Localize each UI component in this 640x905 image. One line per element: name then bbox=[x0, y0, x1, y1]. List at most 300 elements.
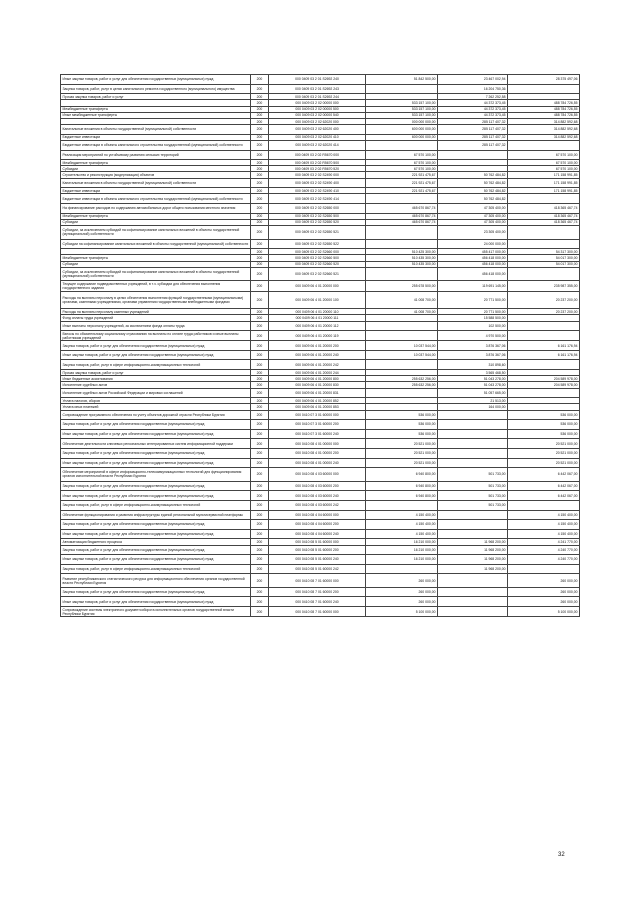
row-name-cell: Капитальные вложения в объекты государственной (муниципальной) собственности bbox=[61, 125, 251, 135]
row-budget-code-cell: 000 0409 06 4 01 20000 831 bbox=[269, 388, 366, 398]
row-executed-cell: 21 513,00 bbox=[438, 398, 508, 404]
row-budget-code-cell: 000 0409 03 2 02 S2660 521 bbox=[269, 267, 366, 281]
table-row bbox=[61, 291, 580, 309]
row-approved-cell: 221 921 475,67 bbox=[366, 178, 438, 188]
row-approved-cell: 41 008 700,00 bbox=[366, 291, 438, 309]
row-line-code-cell: 200 bbox=[251, 404, 269, 410]
table-row bbox=[61, 468, 580, 482]
row-line-code-cell: 200 bbox=[251, 261, 269, 267]
row-approved-cell: 6 940 800,00 bbox=[366, 491, 438, 501]
row-budget-code-cell: 000 0409 06 4 01 20000 242 bbox=[269, 360, 366, 370]
row-line-code-cell: 200 bbox=[251, 388, 269, 398]
row-unexecuted-cell: 54 017 300,00 bbox=[508, 255, 580, 261]
row-executed-cell: 501 733,00 bbox=[438, 481, 508, 491]
row-name-cell: Бюджетные инвестиции в объекты капитального строительства государственной (муниципальной) собственности bbox=[61, 194, 251, 204]
row-unexecuted-cell: 536 000,00 bbox=[508, 429, 580, 439]
row-unexecuted-cell: 314 882 592,68 bbox=[508, 134, 580, 140]
row-executed-cell bbox=[438, 607, 508, 617]
row-budget-code-cell: 000 0409 03 2 02 00000 500 bbox=[269, 106, 366, 112]
row-executed-cell bbox=[438, 429, 508, 439]
row-unexecuted-cell bbox=[508, 360, 580, 370]
row-approved-cell: 533 157 100,00 bbox=[366, 100, 438, 106]
row-name-cell: Закупка товаров, работ и услуг для обеспечения государственных (муниципальных) нужд bbox=[61, 420, 251, 430]
row-budget-code-cell: 000 0409 03 2 02 R5670 500 bbox=[269, 160, 366, 166]
row-name-cell: Закупка товаров, работ и услуг для обеспечения государственных (муниципальных) нужд bbox=[61, 448, 251, 458]
row-unexecuted-cell: 20 237 200,00 bbox=[508, 291, 580, 309]
row-line-code-cell: 200 bbox=[251, 321, 269, 331]
row-unexecuted-cell bbox=[508, 321, 580, 331]
row-budget-code-cell: 000 0409 03 2 02 S2490 000 bbox=[269, 172, 366, 178]
row-line-code-cell: 200 bbox=[251, 448, 269, 458]
row-unexecuted-cell: 171 158 991,85 bbox=[508, 188, 580, 194]
budget-execution-table bbox=[60, 74, 580, 617]
table-row bbox=[61, 520, 580, 530]
row-budget-code-cell: 000 0409 03 2 02 62020 400 bbox=[269, 125, 366, 135]
row-approved-cell: 255 632 256,00 bbox=[366, 382, 438, 388]
row-approved-cell: 510 425 300,00 bbox=[366, 249, 438, 255]
row-approved-cell bbox=[366, 360, 438, 370]
row-unexecuted-cell: 260 000,00 bbox=[508, 587, 580, 597]
row-approved-cell: 10 037 544,00 bbox=[366, 350, 438, 360]
table-row bbox=[61, 341, 580, 351]
row-approved-cell bbox=[366, 226, 438, 240]
row-name-cell: Исполнение судебных актов bbox=[61, 382, 251, 388]
row-name-cell: Обеспечение деятельности ключевых региональных интегрированных систем информационной поддержки bbox=[61, 439, 251, 449]
row-unexecuted-cell: 6 161 176,94 bbox=[508, 341, 580, 351]
row-unexecuted-cell: 4 240 770,00 bbox=[508, 555, 580, 565]
row-budget-code-cell: 000 0409 06 4 01 20000 830 bbox=[269, 382, 366, 388]
row-executed-cell: 24 000 000,00 bbox=[438, 239, 508, 249]
row-approved-cell: 536 000,00 bbox=[366, 410, 438, 420]
row-budget-code-cell: 000 0409 03 2 02 S2660 520 bbox=[269, 261, 366, 267]
row-approved-cell bbox=[366, 321, 438, 331]
row-unexecuted-cell: 171 158 991,85 bbox=[508, 178, 580, 188]
row-name-cell: Развитие республиканского статистического ресурса для информационного обеспечения органов государственной власти Республики Бурятия bbox=[61, 574, 251, 588]
table-row bbox=[61, 597, 580, 607]
row-name-cell: Фонд оплаты труда учреждений bbox=[61, 315, 251, 321]
row-budget-code-cell: 000 0409 06 4 01 20000 200 bbox=[269, 341, 366, 351]
row-name-cell: Субсидии bbox=[61, 219, 251, 225]
row-name-cell: Иные бюджетные ассигнования bbox=[61, 376, 251, 382]
row-budget-code-cell: 000 0410 08 7 01 60000 240 bbox=[269, 597, 366, 607]
row-executed-cell: 23 467 002,94 bbox=[438, 75, 508, 85]
row-name-cell: Межбюджетные трансферты bbox=[61, 106, 251, 112]
row-executed-cell: 23 305 400,00 bbox=[438, 226, 508, 240]
row-budget-code-cell: 000 0409 03 2 02 S2650 522 bbox=[269, 239, 366, 249]
row-approved-cell: 536 000,00 bbox=[366, 429, 438, 439]
row-unexecuted-cell: 6 442 067,00 bbox=[508, 481, 580, 491]
row-budget-code-cell: 000 0410 08 4 03 60000 000 bbox=[269, 468, 366, 482]
row-approved-cell: 67 570 100,00 bbox=[366, 150, 438, 160]
row-line-code-cell: 200 bbox=[251, 607, 269, 617]
row-line-code-cell: 200 bbox=[251, 188, 269, 194]
row-name-cell: Реализация мероприятий по устойчивому развитию сельских территорий bbox=[61, 150, 251, 160]
row-name-cell: Закупка товаров, работ, услуг в сфере информационно-коммуникационных технологий bbox=[61, 360, 251, 370]
row-name-cell: Межбюджетные трансферты bbox=[61, 255, 251, 261]
row-budget-code-cell: 000 0409 06 4 01 20000 119 bbox=[269, 331, 366, 341]
table-row bbox=[61, 194, 580, 204]
row-unexecuted-cell bbox=[508, 140, 580, 150]
row-line-code-cell: 200 bbox=[251, 555, 269, 565]
row-unexecuted-cell bbox=[508, 388, 580, 398]
row-budget-code-cell: 000 0409 03 2 02 S2660 000 bbox=[269, 249, 366, 255]
row-name-cell: Иные закупки товаров, работ и услуг для обеспечения государственных (муниципальных) нужд bbox=[61, 529, 251, 539]
row-executed-cell bbox=[438, 150, 508, 160]
row-budget-code-cell: 000 0409 03 2 02 S2490 400 bbox=[269, 178, 366, 188]
row-executed-cell: 50 762 484,82 bbox=[438, 188, 508, 194]
row-name-cell: Субсидии bbox=[61, 166, 251, 172]
row-budget-code-cell: 000 0409 03 2 02 00000 540 bbox=[269, 112, 366, 118]
row-unexecuted-cell: 488 784 726,55 bbox=[508, 100, 580, 106]
row-line-code-cell: 200 bbox=[251, 574, 269, 588]
row-line-code-cell: 200 bbox=[251, 239, 269, 249]
row-unexecuted-cell: 418 365 467,74 bbox=[508, 204, 580, 214]
row-budget-code-cell: 000 0410 08 4 04 60000 240 bbox=[269, 529, 366, 539]
row-approved-cell bbox=[366, 140, 438, 150]
row-approved-cell: 465 670 867,74 bbox=[366, 204, 438, 214]
row-approved-cell: 255 678 500,00 bbox=[366, 281, 438, 291]
row-name-cell: Иные закупки товаров, работ и услуг для обеспечения государственных (муниципальных) нужд bbox=[61, 491, 251, 501]
row-executed-cell: 4 970 500,00 bbox=[438, 331, 508, 341]
row-approved-cell bbox=[366, 564, 438, 574]
row-line-code-cell: 200 bbox=[251, 545, 269, 555]
row-approved-cell: 465 670 867,74 bbox=[366, 219, 438, 225]
row-unexecuted-cell: 54 017 300,00 bbox=[508, 261, 580, 267]
table-row bbox=[61, 140, 580, 150]
row-unexecuted-cell: 171 158 991,85 bbox=[508, 172, 580, 178]
row-unexecuted-cell bbox=[508, 564, 580, 574]
row-line-code-cell: 200 bbox=[251, 118, 269, 124]
row-approved-cell: 4 150 400,00 bbox=[366, 510, 438, 520]
row-line-code-cell: 200 bbox=[251, 564, 269, 574]
row-budget-code-cell: 000 0410 08 5 01 60000 242 bbox=[269, 564, 366, 574]
row-executed-cell: 15 588 500,00 bbox=[438, 315, 508, 321]
row-unexecuted-cell bbox=[508, 267, 580, 281]
table-row bbox=[61, 429, 580, 439]
row-executed-cell: 501 733,00 bbox=[438, 500, 508, 510]
row-name-cell: Иные закупки товаров, работ и услуг для обеспечения государственных (муниципальных) нужд bbox=[61, 458, 251, 468]
row-approved-cell: 6 940 800,00 bbox=[366, 468, 438, 482]
row-name-cell: Закупка товаров, работ и услуг для обеспечения государственных (муниципальных) нужд bbox=[61, 520, 251, 530]
table-row bbox=[61, 420, 580, 430]
row-line-code-cell: 200 bbox=[251, 500, 269, 510]
row-name-cell: Бюджетные инвестиции в объекты капитального строительства государственной (муниципальной) собственности bbox=[61, 140, 251, 150]
row-name-cell: Закупка товаров, работ, услуг в сфере информационно-коммуникационных технологий bbox=[61, 500, 251, 510]
row-executed-cell: 119 691 145,00 bbox=[438, 281, 508, 291]
row-line-code-cell: 200 bbox=[251, 315, 269, 321]
row-name-cell: Субсидии bbox=[61, 261, 251, 267]
row-line-code-cell: 200 bbox=[251, 410, 269, 420]
row-name-cell: Строительство и реконструкция (модернизация) объектов bbox=[61, 172, 251, 178]
row-unexecuted-cell bbox=[508, 500, 580, 510]
row-budget-code-cell: 000 0409 03 2 02 S2650 521 bbox=[269, 226, 366, 240]
row-approved-cell bbox=[366, 239, 438, 249]
row-budget-code-cell: 000 0409 03 2 02 S2490 414 bbox=[269, 194, 366, 204]
row-name-cell: Текущее содержание подведомственных учреждений, в т.ч. субсидии для обеспечения выполнения государственного задания bbox=[61, 281, 251, 291]
row-budget-code-cell: 000 0409 03 2 01 S2692 244 bbox=[269, 94, 366, 100]
row-approved-cell: 000 000 000,00 bbox=[366, 118, 438, 124]
row-unexecuted-cell bbox=[508, 194, 580, 204]
row-budget-code-cell: 000 0409 06 4 01 20000 853 bbox=[269, 404, 366, 410]
row-line-code-cell: 200 bbox=[251, 398, 269, 404]
row-executed-cell bbox=[438, 597, 508, 607]
row-executed-cell: 50 762 484,82 bbox=[438, 194, 508, 204]
row-line-code-cell: 200 bbox=[251, 281, 269, 291]
row-unexecuted-cell: 5 100 000,00 bbox=[508, 607, 580, 617]
table-row bbox=[61, 150, 580, 160]
row-executed-cell: 3 876 367,06 bbox=[438, 350, 508, 360]
row-budget-code-cell: 000 0409 06 4 01 20000 240 bbox=[269, 350, 366, 360]
table-row bbox=[61, 529, 580, 539]
row-line-code-cell: 200 bbox=[251, 219, 269, 225]
row-budget-code-cell: 000 0410 08 5 01 60000 200 bbox=[269, 545, 366, 555]
row-budget-code-cell: 000 0410 08 4 04 60000 200 bbox=[269, 520, 366, 530]
row-approved-cell: 41 008 700,00 bbox=[366, 309, 438, 315]
row-unexecuted-cell: 314 882 592,68 bbox=[508, 118, 580, 124]
row-name-cell: Закупка товаров, работ и услуг для обеспечения государственных (муниципальных) нужд bbox=[61, 341, 251, 351]
row-executed-cell: 51 043 278,00 bbox=[438, 382, 508, 388]
row-budget-code-cell: 000 0409 06 4 01 20000 111 bbox=[269, 315, 366, 321]
row-line-code-cell: 200 bbox=[251, 213, 269, 219]
row-executed-cell: 50 762 484,82 bbox=[438, 178, 508, 188]
row-budget-code-cell: 000 0409 03 2 02 S2650 000 bbox=[269, 204, 366, 214]
row-approved-cell bbox=[366, 194, 438, 204]
row-name-cell: Расходы на выплаты персоналу в целях обеспечения выполнения функций государственными (муниципальными) органами, казенными учреждениями, органами управления государственными внебюджетными фондами bbox=[61, 291, 251, 309]
row-unexecuted-cell bbox=[508, 239, 580, 249]
table-row bbox=[61, 350, 580, 360]
table-row bbox=[61, 545, 580, 555]
row-unexecuted-cell: 54 317 300,00 bbox=[508, 249, 580, 255]
row-line-code-cell: 200 bbox=[251, 420, 269, 430]
row-budget-code-cell: 000 0409 06 4 01 20000 244 bbox=[269, 370, 366, 376]
row-unexecuted-cell: 6 161 176,94 bbox=[508, 350, 580, 360]
row-name-cell: Межбюджетные трансферты bbox=[61, 213, 251, 219]
row-line-code-cell: 200 bbox=[251, 112, 269, 118]
row-approved-cell bbox=[366, 267, 438, 281]
row-approved-cell: 20 521 000,00 bbox=[366, 458, 438, 468]
row-executed-cell bbox=[438, 574, 508, 588]
table-row bbox=[61, 75, 580, 85]
row-line-code-cell: 200 bbox=[251, 255, 269, 261]
row-budget-code-cell: 000 0409 03 2 02 62020 410 bbox=[269, 134, 366, 140]
row-approved-cell: 16 210 000,00 bbox=[366, 539, 438, 545]
row-line-code-cell: 200 bbox=[251, 587, 269, 597]
row-unexecuted-cell: 488 784 726,55 bbox=[508, 112, 580, 118]
row-approved-cell bbox=[366, 388, 438, 398]
row-name-cell: Субсидии, за исключением субсидий на софинансирование капитальных вложений в объекты государственной (муниципальной) собственности bbox=[61, 267, 251, 281]
row-executed-cell bbox=[438, 529, 508, 539]
row-budget-code-cell: 000 0410 08 7 01 60000 200 bbox=[269, 587, 366, 597]
row-budget-code-cell: 000 0409 03 2 02 R5670 520 bbox=[269, 166, 366, 172]
row-approved-cell: 260 000,00 bbox=[366, 597, 438, 607]
row-approved-cell: 4 150 400,00 bbox=[366, 520, 438, 530]
row-name-cell: Исполнение судебных актов Российской Федерации и мировых соглашений bbox=[61, 388, 251, 398]
row-unexecuted-cell bbox=[508, 331, 580, 341]
row-executed-cell bbox=[438, 458, 508, 468]
row-name-cell: Автоматизация бюджетного процесса bbox=[61, 539, 251, 545]
row-line-code-cell: 200 bbox=[251, 204, 269, 214]
table-row bbox=[61, 178, 580, 188]
row-line-code-cell: 200 bbox=[251, 341, 269, 351]
row-line-code-cell: 200 bbox=[251, 439, 269, 449]
row-line-code-cell: 200 bbox=[251, 376, 269, 382]
row-budget-code-cell: 000 0409 03 2 01 S2692 240 bbox=[269, 75, 366, 85]
row-executed-cell: 51 057 665,00 bbox=[438, 388, 508, 398]
row-approved-cell: 20 521 000,00 bbox=[366, 448, 438, 458]
row-unexecuted-cell: 536 000,00 bbox=[508, 410, 580, 420]
row-line-code-cell: 200 bbox=[251, 529, 269, 539]
row-budget-code-cell: 000 0409 03 2 02 S2490 410 bbox=[269, 188, 366, 194]
row-budget-code-cell: 000 0410 07 3 01 60000 240 bbox=[269, 429, 366, 439]
row-executed-cell: 51 043 278,00 bbox=[438, 376, 508, 382]
row-budget-code-cell: 000 0410 08 4 04 60000 000 bbox=[269, 510, 366, 520]
row-budget-code-cell: 000 0409 03 2 02 S2650 520 bbox=[269, 219, 366, 225]
row-name-cell: Бюджетные инвестиции bbox=[61, 134, 251, 140]
row-approved-cell: 67 570 100,00 bbox=[366, 166, 438, 172]
table-row bbox=[61, 481, 580, 491]
row-approved-cell: 20 521 000,00 bbox=[366, 439, 438, 449]
row-name-cell: Закупка товаров, работ, услуг в целях капитального ремонта государственного (муниципального) имущества bbox=[61, 84, 251, 94]
row-line-code-cell: 200 bbox=[251, 226, 269, 240]
table-row bbox=[61, 439, 580, 449]
row-executed-cell: 44 372 373,45 bbox=[438, 100, 508, 106]
row-executed-cell bbox=[438, 587, 508, 597]
row-executed-cell: 16 204 750,36 bbox=[438, 84, 508, 94]
row-name-cell: Бюджетные инвестиции bbox=[61, 188, 251, 194]
row-unexecuted-cell: 418 365 467,74 bbox=[508, 219, 580, 225]
row-name-cell: Капитальные вложения в объекты государственной (муниципальной) собственности bbox=[61, 178, 251, 188]
table-row bbox=[61, 510, 580, 520]
row-executed-cell: 20 771 500,00 bbox=[438, 309, 508, 315]
row-line-code-cell: 200 bbox=[251, 309, 269, 315]
row-unexecuted-cell: 4 150 400,00 bbox=[508, 529, 580, 539]
row-executed-cell: 44 372 373,45 bbox=[438, 106, 508, 112]
row-approved-cell: 4 150 400,00 bbox=[366, 529, 438, 539]
row-executed-cell: 47 305 400,00 bbox=[438, 219, 508, 225]
row-budget-code-cell: 000 0410 08 4 01 00000 200 bbox=[269, 448, 366, 458]
row-line-code-cell: 200 bbox=[251, 106, 269, 112]
row-executed-cell bbox=[438, 420, 508, 430]
row-unexecuted-cell: 20 237 200,00 bbox=[508, 309, 580, 315]
row-name-cell: На финансирование расходов по содержанию автомобильных дорог общего пользования местного значения bbox=[61, 204, 251, 214]
row-name-cell: Обеспечение функционирования и развития инфраструктуры единой региональной мультисервисной платформы bbox=[61, 510, 251, 520]
table-row bbox=[61, 448, 580, 458]
row-name-cell: Сопровождение системы электронного документооборота исполнительных органов государственной власти Республики Бурятия bbox=[61, 607, 251, 617]
row-executed-cell: 501 733,00 bbox=[438, 468, 508, 482]
row-unexecuted-cell: 67 570 100,00 bbox=[508, 166, 580, 172]
row-line-code-cell: 200 bbox=[251, 520, 269, 530]
row-line-code-cell: 200 bbox=[251, 150, 269, 160]
row-approved-cell: 16 210 000,00 bbox=[366, 545, 438, 555]
row-budget-code-cell: 000 0409 06 4 01 20000 100 bbox=[269, 291, 366, 309]
row-executed-cell: 455 417 000,00 bbox=[438, 249, 508, 255]
row-approved-cell: 536 000,00 bbox=[366, 420, 438, 430]
row-approved-cell: 5 100 000,00 bbox=[366, 607, 438, 617]
row-budget-code-cell: 000 0409 03 2 02 62020 000 bbox=[269, 118, 366, 124]
table-row bbox=[61, 607, 580, 617]
row-budget-code-cell: 000 0410 08 5 01 60000 240 bbox=[269, 555, 366, 565]
table-row bbox=[61, 555, 580, 565]
row-executed-cell: 164 000,00 bbox=[438, 404, 508, 410]
row-budget-code-cell: 000 0410 08 7 01 60000 000 bbox=[269, 574, 366, 588]
row-unexecuted-cell: 20 521 000,00 bbox=[508, 458, 580, 468]
row-line-code-cell: 200 bbox=[251, 166, 269, 172]
row-line-code-cell: 200 bbox=[251, 100, 269, 106]
row-executed-cell: 501 733,00 bbox=[438, 491, 508, 501]
table-row bbox=[61, 267, 580, 281]
row-executed-cell: 3 876 367,06 bbox=[438, 341, 508, 351]
row-approved-cell: 51 842 500,00 bbox=[366, 75, 438, 85]
row-line-code-cell: 200 bbox=[251, 267, 269, 281]
row-line-code-cell: 200 bbox=[251, 597, 269, 607]
row-unexecuted-cell: 20 521 000,00 bbox=[508, 439, 580, 449]
row-executed-cell bbox=[438, 520, 508, 530]
row-approved-cell: 221 921 475,67 bbox=[366, 172, 438, 178]
row-approved-cell bbox=[366, 84, 438, 94]
row-budget-code-cell: 000 0409 03 2 02 62020 414 bbox=[269, 140, 366, 150]
row-budget-code-cell: 000 0409 03 2 02 00000 000 bbox=[269, 100, 366, 106]
row-budget-code-cell: 000 0409 03 2 02 S2650 500 bbox=[269, 213, 366, 219]
table-row bbox=[61, 500, 580, 510]
row-line-code-cell: 200 bbox=[251, 468, 269, 482]
row-line-code-cell: 200 bbox=[251, 178, 269, 188]
row-approved-cell: 465 670 867,74 bbox=[366, 213, 438, 219]
row-executed-cell bbox=[438, 448, 508, 458]
row-line-code-cell: 200 bbox=[251, 539, 269, 545]
row-budget-code-cell: 000 0410 07 3 01 60000 000 bbox=[269, 410, 366, 420]
row-line-code-cell: 200 bbox=[251, 194, 269, 204]
row-unexecuted-cell: 4 241 770,00 bbox=[508, 539, 580, 545]
row-approved-cell: 600 000 000,00 bbox=[366, 134, 438, 140]
row-line-code-cell: 200 bbox=[251, 491, 269, 501]
row-executed-cell: 47 305 400,00 bbox=[438, 213, 508, 219]
row-budget-code-cell: 000 0409 06 4 01 20000 110 bbox=[269, 309, 366, 315]
row-name-cell: Субсидии, за исключением субсидий на софинансирование капитальных вложений в объекты государственной (муниципальной) собственности bbox=[61, 226, 251, 240]
row-budget-code-cell: 000 0410 08 4 01 00000 240 bbox=[269, 458, 366, 468]
table-row bbox=[61, 331, 580, 341]
row-executed-cell: 11 968 200,00 bbox=[438, 555, 508, 565]
row-executed-cell: 11 968 200,00 bbox=[438, 545, 508, 555]
row-line-code-cell: 200 bbox=[251, 291, 269, 309]
row-unexecuted-cell: 235 987 355,00 bbox=[508, 281, 580, 291]
row-executed-cell: 456 418 000,00 bbox=[438, 267, 508, 281]
row-budget-code-cell: 000 0410 08 7 01 60000 000 bbox=[269, 607, 366, 617]
table-row bbox=[61, 239, 580, 249]
row-unexecuted-cell: 536 000,00 bbox=[508, 420, 580, 430]
row-unexecuted-cell: 260 000,00 bbox=[508, 574, 580, 588]
row-executed-cell: 50 762 484,82 bbox=[438, 172, 508, 178]
row-line-code-cell: 200 bbox=[251, 481, 269, 491]
row-executed-cell: 44 372 373,45 bbox=[438, 112, 508, 118]
row-line-code-cell: 200 bbox=[251, 429, 269, 439]
row-line-code-cell: 200 bbox=[251, 382, 269, 388]
row-line-code-cell: 200 bbox=[251, 370, 269, 376]
row-name-cell: Обеспечение мероприятий в сфере информационно-телекоммуникационных технологий для функционирования органов исполнительной власти Республики Бурятия bbox=[61, 468, 251, 482]
row-line-code-cell: 200 bbox=[251, 125, 269, 135]
table-row bbox=[61, 360, 580, 370]
row-name-cell: Прочая закупка товаров, работ и услуг bbox=[61, 94, 251, 100]
row-line-code-cell: 200 bbox=[251, 331, 269, 341]
row-line-code-cell: 200 bbox=[251, 160, 269, 166]
row-executed-cell: 7 262 252,58 bbox=[438, 94, 508, 100]
row-executed-cell: 456 418 000,00 bbox=[438, 255, 508, 261]
row-name-cell: Иные закупки товаров, работ и услуг для обеспечения государственных (муниципальных) нужд bbox=[61, 597, 251, 607]
row-budget-code-cell: 000 0410 08 5 01 60000 000 bbox=[269, 539, 366, 545]
row-executed-cell: 47 305 400,00 bbox=[438, 204, 508, 214]
table-row bbox=[61, 458, 580, 468]
table-row bbox=[61, 587, 580, 597]
row-budget-code-cell: 000 0410 08 4 01 00000 000 bbox=[269, 439, 366, 449]
